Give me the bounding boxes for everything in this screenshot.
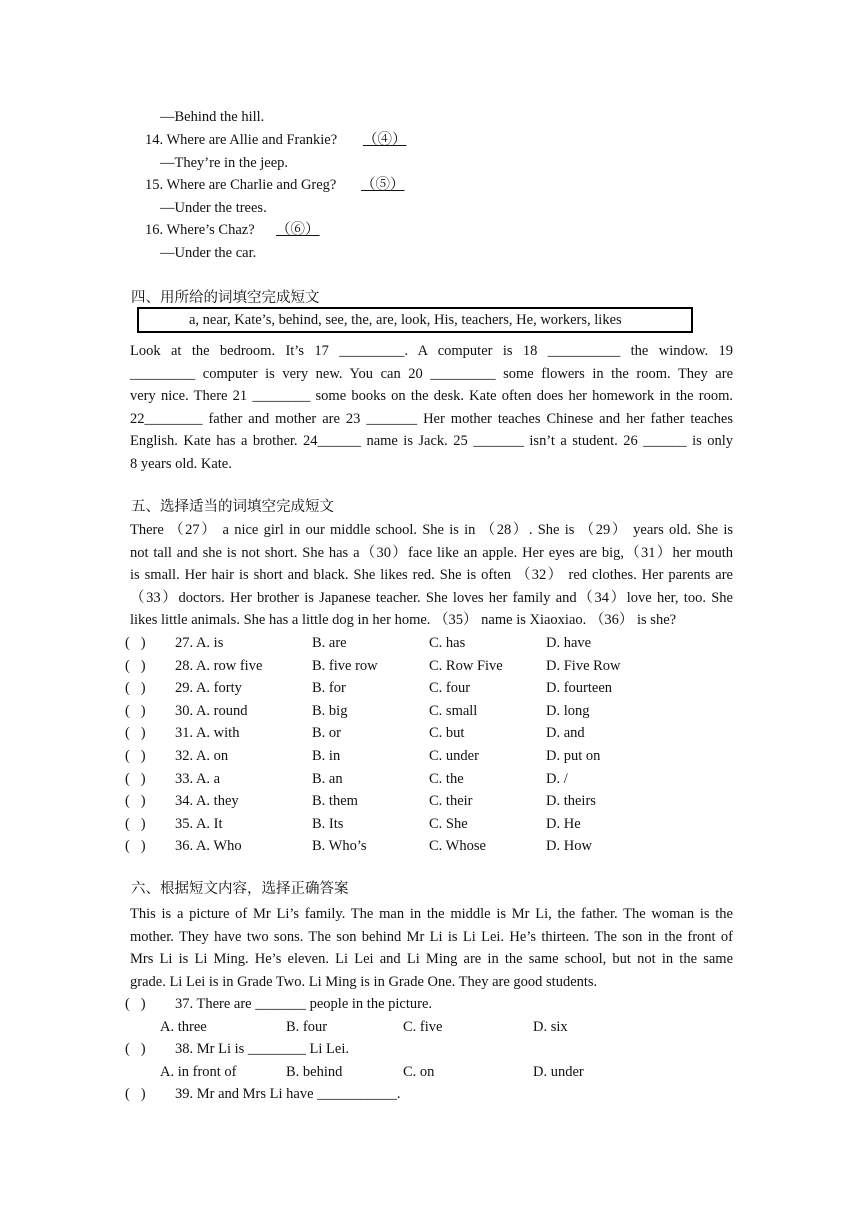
passage-line: There （27） a nice girl in our middle school. She is in （28）. She is （29） years old. She is [130,522,733,538]
option-c: C. but [429,725,465,742]
passage-4 [130,340,733,475]
answer-paren[interactable]: ( ) [125,702,146,719]
option-b: B. them [312,793,358,810]
option-a: A. in front of [160,1064,237,1080]
passage-line: English. Kate has a brother. 24______ name is Jack. 25 _______ isn’t a student. 26 ______ is only [130,433,733,449]
option-d: D. under [533,1064,584,1080]
option-d: D. have [546,635,592,651]
option-a: 31. A. with [175,725,240,742]
option-a: 28. A. row five [175,657,263,674]
question-14: 14. Where are Allie and Frankie? [145,132,338,148]
option-c: C. under [429,748,479,764]
word-bank-box [137,307,693,333]
answer-line: —They’re in the jeep. [160,155,289,171]
passage-line: （33）doctors. Her brother is Japanese teacher. She loves her family and（34）love her, too. She [130,589,733,606]
question-15: 15. Where are Charlie and Greg? [145,177,337,193]
option-a: 36. A. Who [175,838,242,855]
answer-paren[interactable]: ( ) [125,635,146,651]
option-b: B. in [312,748,341,764]
answer-paren[interactable]: ( ) [125,838,146,855]
option-a: 27. A. is [175,635,224,651]
answer-paren[interactable]: ( ) [125,1086,146,1102]
option-d: D. fourteen [546,680,613,697]
answer-blank-6: （⑥） [276,222,320,238]
option-c: C. Row Five [429,657,503,674]
passage-line: Look at the bedroom. It’s 17 _________. A computer is 18 __________ the window. 19 [130,343,733,359]
passage-line: very nice. There 21 ________ some books on the desk. Kate often does her homework in the room. [130,388,733,404]
option-d: D. He [546,815,581,832]
option-c: C. their [429,793,473,810]
option-a: 34. A. they [175,793,239,810]
question-39: 39. Mr and Mrs Li have ___________. [175,1086,401,1102]
passage-line: grade. Li Lei is in Grade Two. Li Ming is in Grade One. They are good students. [130,973,598,990]
option-d: D. six [533,1019,568,1035]
option-b: B. are [312,635,347,651]
answer-paren[interactable]: ( ) [125,680,146,697]
section-heading-4: 四、用所给的词填空完成短文 [131,290,320,306]
option-a: 29. A. forty [175,680,242,697]
answer-paren[interactable]: ( ) [125,793,146,810]
option-d: D. long [546,702,590,719]
option-c: C. small [429,702,478,719]
option-b: B. Who’s [312,838,367,855]
passage-line: not tall and she is not short. She has a（30）face like an apple. Her eyes are big,（31）her mouth [130,544,733,561]
answer-paren[interactable]: ( ) [125,657,146,674]
passage-6 [130,903,733,993]
option-a: 35. A. It [175,815,223,832]
passage-line: _________ computer is very new. You can 20 _________ some flowers in the room. They are [130,365,733,382]
answer-line: —Under the car. [160,245,257,261]
answer-paren[interactable]: ( ) [125,770,146,787]
question-16: 16. Where’s Chaz? [145,222,255,238]
answer-line: —Behind the hill. [160,109,265,125]
option-c: C. Whose [429,838,486,855]
answer-paren[interactable]: ( ) [125,815,146,832]
option-d: D. Five Row [546,657,621,674]
answer-blank-5: （⑤） [361,177,405,193]
passage-line: is small. Her hair is short and black. She likes red. She is often （32） red clothes. Her parents are [130,567,733,583]
option-a: 33. A. a [175,770,221,787]
passage-line: Mrs Li is Li Ming. He’s eleven. Li Lei and Li Ming are in the same school, but not in the same [130,951,733,967]
option-b: B. an [312,770,343,787]
word-bank: a, near, Kate’s, behind, see, the, are, look, His, teachers, He, workers, likes [189,312,622,328]
option-b: B. five row [312,657,378,674]
option-b: B. or [312,725,341,742]
passage-5 [130,519,733,632]
option-a: 30. A. round [175,702,248,719]
answer-paren[interactable]: ( ) [125,748,146,764]
option-c: C. five [403,1019,443,1035]
question-38: 38. Mr Li is ________ Li Lei. [175,1041,349,1057]
option-b: B. for [312,680,346,697]
option-d: D. put on [546,748,601,764]
option-c: C. She [429,815,468,832]
option-a: 32. A. on [175,748,229,764]
answer-paren[interactable]: ( ) [125,996,146,1012]
option-d: D. / [546,770,568,787]
option-a: A. three [160,1019,207,1035]
option-c: C. four [429,680,471,697]
answer-blank-4: （④） [363,132,407,148]
answer-line: —Under the trees. [160,200,267,216]
option-c: C. on [403,1064,435,1080]
option-d: D. and [546,725,585,742]
option-d: D. theirs [546,793,596,810]
passage-line: This is a picture of Mr Li’s family. The man in the middle is Mr Li, the father. The woman is the [130,906,733,922]
option-b: B. Its [312,815,344,832]
option-d: D. How [546,838,592,855]
section-heading-6: 六、根据短文内容，选择正确答案 [131,881,349,897]
option-b: B. big [312,702,348,719]
section-heading-5: 五、选择适当的词填空完成短文 [131,499,334,515]
passage-line: likes little animals. She has a little dog in her home. （35） name is Xiaoxiao. （36） is she? [130,612,677,628]
answer-paren[interactable]: ( ) [125,725,146,742]
answer-paren[interactable]: ( ) [125,1041,146,1057]
passage-line: 8 years old. Kate. [130,455,232,472]
option-b: B. four [286,1019,328,1035]
question-37: 37. There are _______ people in the picture. [175,996,433,1012]
option-b: B. behind [286,1064,343,1080]
passage-line: 22________ father and mother are 23 _______ Her mother teaches Chinese and her father teaches [130,410,733,427]
option-c: C. the [429,770,464,787]
passage-line: mother. They have two sons. The son behind Mr Li is Li Lei. He’s thirteen. The son in the front of [130,928,733,945]
option-c: C. has [429,635,466,651]
